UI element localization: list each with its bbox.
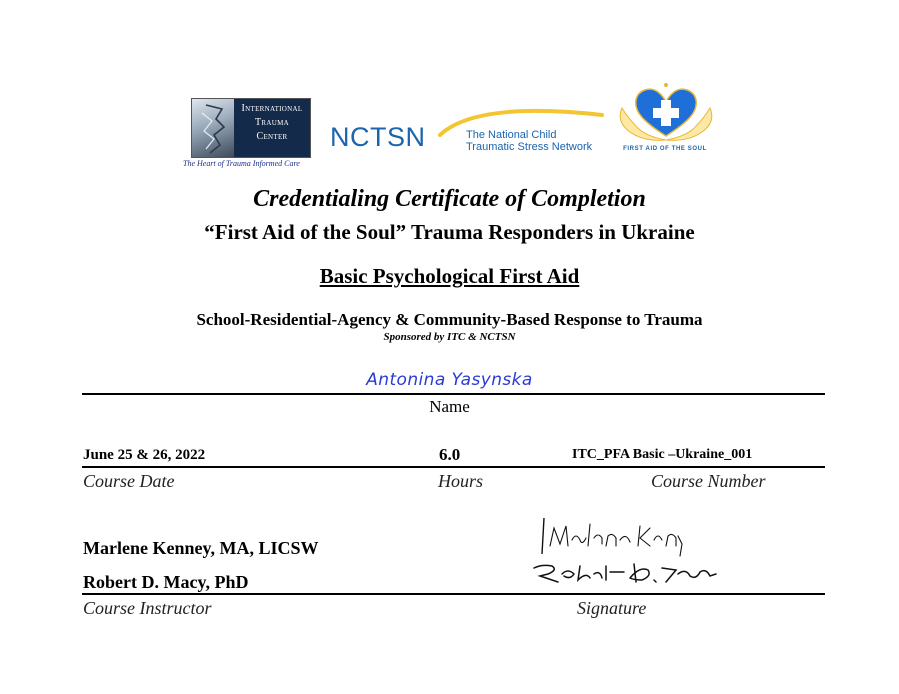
course-details-rule: [82, 466, 825, 468]
signature-label: Signature: [577, 598, 647, 618]
certificate-subtitle: “First Aid of the Soul” Trauma Responders in Ukraine: [204, 220, 695, 244]
itc-tagline: The Heart of Trauma Informed Care: [183, 159, 300, 168]
nctsn-name-line-2: Traumatic Stress Network: [466, 141, 593, 153]
instructor-rule: [82, 593, 825, 595]
hours-value: 6.0: [439, 445, 461, 464]
nctsn-acronym: NCTSN: [330, 122, 426, 152]
course-instructor-label: Course Instructor: [83, 598, 212, 618]
course-title: Basic Psychological First Aid: [319, 264, 580, 288]
signature-robert-macy-icon: [530, 560, 720, 588]
course-date-label: Course Date: [83, 471, 175, 491]
course-number: ITC_PFA Basic –Ukraine_001: [572, 447, 753, 462]
sponsor-line: Sponsored by ITC & NCTSN: [383, 331, 516, 343]
name-label: Name: [429, 397, 470, 416]
nctsn-name-line-1: The National Child: [466, 129, 557, 141]
participant-name: Antonina Yasynska: [366, 370, 533, 390]
first-aid-soul-heart-icon: [614, 78, 718, 144]
course-date: June 25 & 26, 2022: [83, 447, 206, 463]
course-subtitle: School-Residential-Agency & Community-Based Response to Trauma: [196, 310, 703, 329]
instructor-name-2: Robert D. Macy, PhD: [83, 572, 249, 592]
instructor-name-1: Marlene Kenney, MA, LICSW: [83, 538, 319, 558]
itc-line-1: International: [241, 103, 303, 114]
itc-line-3: Center: [256, 131, 288, 142]
hours-label: Hours: [438, 471, 484, 491]
certificate-title: Credentialing Certificate of Completion: [253, 186, 646, 212]
first-aid-soul-name: FIRST AID OF THE SOUL: [623, 146, 707, 152]
name-rule: [82, 393, 825, 395]
course-number-label: Course Number: [651, 471, 766, 491]
itc-line-2: Trauma: [255, 117, 289, 128]
nctsn-name: [466, 129, 592, 153]
itc-emblem-icon: [192, 99, 234, 157]
itc-wordmark: [234, 99, 310, 157]
itc-logo: [191, 98, 311, 158]
signature-marlene-kenney-icon: [536, 514, 686, 558]
